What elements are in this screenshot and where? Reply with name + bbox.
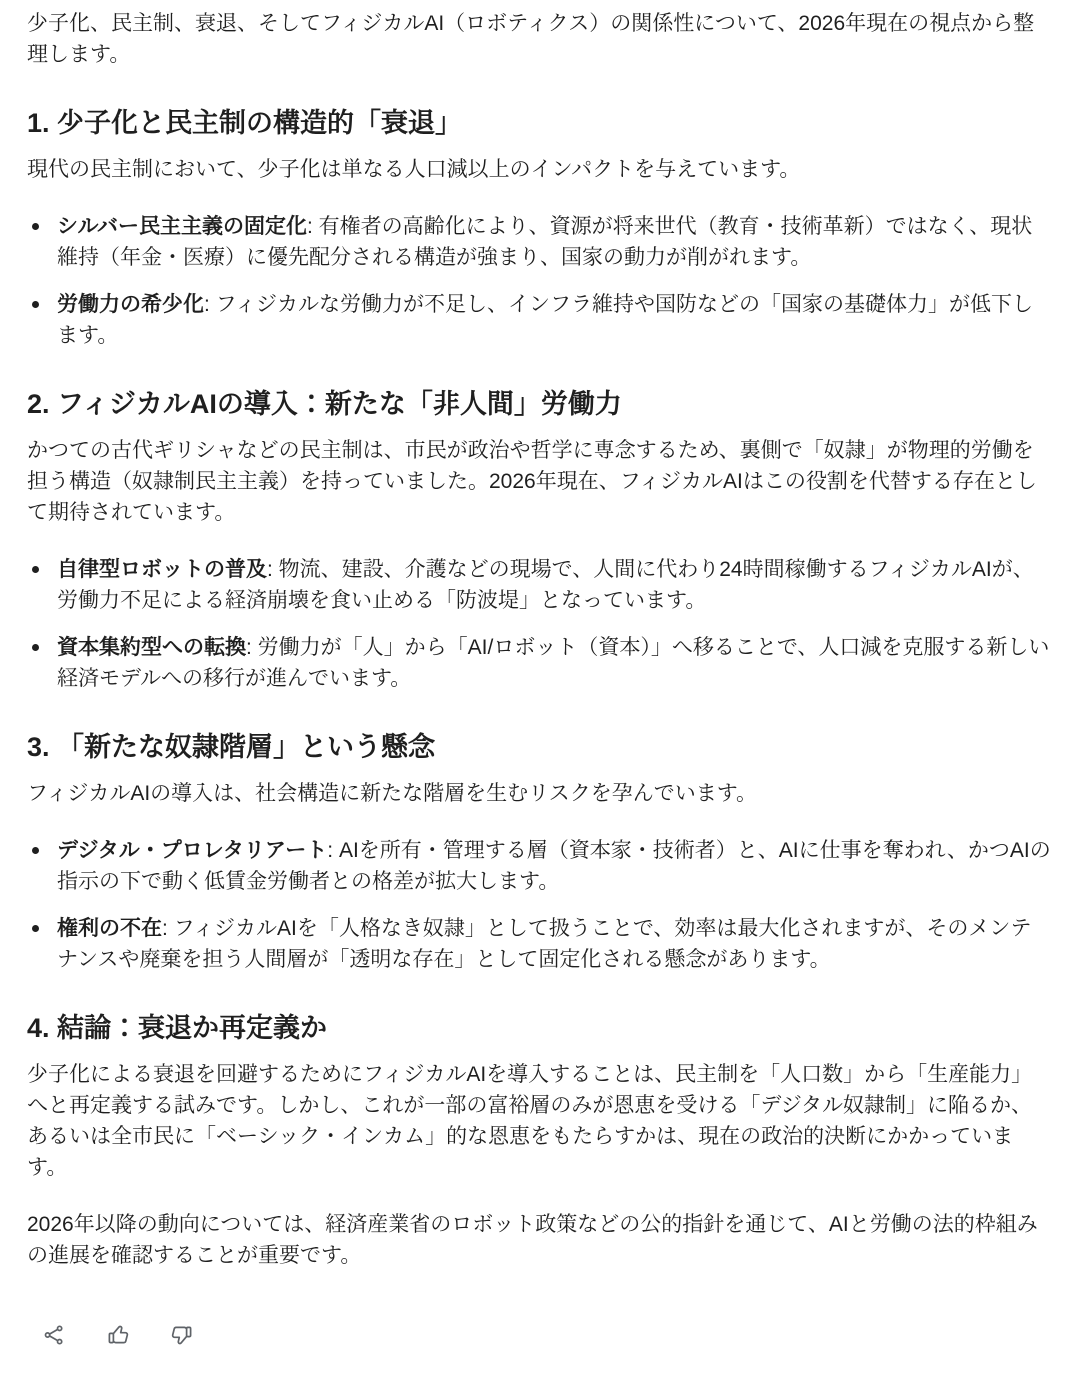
list-item: [27, 289, 1052, 351]
bullet-text: : 労働力が「人」から「AI/ロボット（資本）」へ移ることで、人口減を克服する新しい経済モデルへの移行が進んでいます。: [57, 636, 1050, 690]
list-item: [27, 211, 1052, 273]
share-icon: [42, 1323, 66, 1347]
intro-paragraph: 少子化、民主制、衰退、そしてフィジカルAI（ロボティクス）の関係性について、2026年現在の視点から整理します。: [27, 12, 1035, 66]
list-item: [27, 913, 1052, 975]
section-3: [27, 728, 1052, 975]
share-button[interactable]: [42, 1323, 66, 1347]
bullet-label: 労働力の希少化: [57, 293, 204, 316]
section-4: [27, 1009, 1052, 1271]
section-3-heading: 3. 「新たな奴隷階層」という懸念: [27, 732, 436, 762]
section-4-heading: 4. 結論：衰退か再定義か: [27, 1013, 328, 1043]
response-actions: [42, 1323, 1052, 1347]
list-item: [27, 632, 1052, 694]
thumbs-up-icon: [106, 1323, 130, 1347]
bullet-label: 権利の不在: [57, 917, 162, 940]
list-item: [27, 554, 1052, 616]
section-1: [27, 104, 1052, 351]
thumbs-down-button[interactable]: [170, 1323, 194, 1347]
thumbs-up-button[interactable]: [106, 1323, 130, 1347]
list-item: [27, 835, 1052, 897]
section-2-lead: かつての古代ギリシャなどの民主制は、市民が政治や哲学に専念するため、裏側で「奴隷」が物理的労働を担う構造（奴隷制民主主義）を持っていました。2026年現在、フィジカルAIはこの役割を代替する存在として期待されています。: [27, 439, 1037, 524]
bullet-text: : AIを所有・管理する層（資本家・技術者）と、AIに仕事を奪われ、かつAIの指示の下で動く低賃金労働者との格差が拡大します。: [57, 839, 1051, 893]
thumbs-down-icon: [170, 1323, 194, 1347]
section-4-lead: 少子化による衰退を回避するためにフィジカルAIを導入することは、民主制を「人口数」から「生産能力」へと再定義する試みです。しかし、これが一部の富裕層のみが恩恵を受ける「デジタル奴隷制」に陥るか、あるいは全市民に「ベーシック・インカム」的な恩恵をもたらすかは、現在の政治的決断にかかっています。: [27, 1063, 1033, 1179]
section-3-lead: フィジカルAIの導入は、社会構造に新たな階層を生むリスクを孕んでいます。: [27, 782, 758, 805]
section-4-closing: 2026年以降の動向については、経済産業省のロボット政策などの公的指針を通じて、AIと労働の法的枠組みの進展を確認することが重要です。: [27, 1213, 1038, 1267]
bullet-label: 資本集約型への転換: [57, 636, 246, 659]
bullet-text: : 有権者の高齢化により、資源が将来世代（教育・技術革新）ではなく、現状維持（年金・医療）に優先配分される構造が強まり、国家の動力が削がれます。: [57, 215, 1033, 269]
section-2-list: [27, 554, 1052, 694]
section-3-list: [27, 835, 1052, 975]
bullet-text: : フィジカルな労働力が不足し、インフラ維持や国防などの「国家の基礎体力」が低下します。: [57, 293, 1033, 347]
bullet-text: : フィジカルAIを「人格なき奴隷」として扱うことで、効率は最大化されますが、そのメンテナンスや廃棄を担う人間層が「透明な存在」として固定化される懸念があります。: [57, 917, 1032, 971]
section-2-heading: 2. フィジカルAIの導入：新たな「非人間」労働力: [27, 389, 622, 419]
section-2: [27, 385, 1052, 694]
section-1-heading: 1. 少子化と民主制の構造的「衰退」: [27, 108, 463, 138]
bullet-label: 自律型ロボットの普及: [57, 558, 267, 581]
section-1-list: [27, 211, 1052, 351]
bullet-text: : 物流、建設、介護などの現場で、人間に代わり24時間稼働するフィジカルAIが、労働力不足による経済崩壊を食い止める「防波堤」となっています。: [57, 558, 1034, 612]
section-1-lead: 現代の民主制において、少子化は単なる人口減以上のインパクトを与えています。: [27, 158, 801, 181]
bullet-label: デジタル・プロレタリアート: [57, 839, 328, 862]
bullet-label: シルバー民主主義の固定化: [57, 215, 308, 238]
